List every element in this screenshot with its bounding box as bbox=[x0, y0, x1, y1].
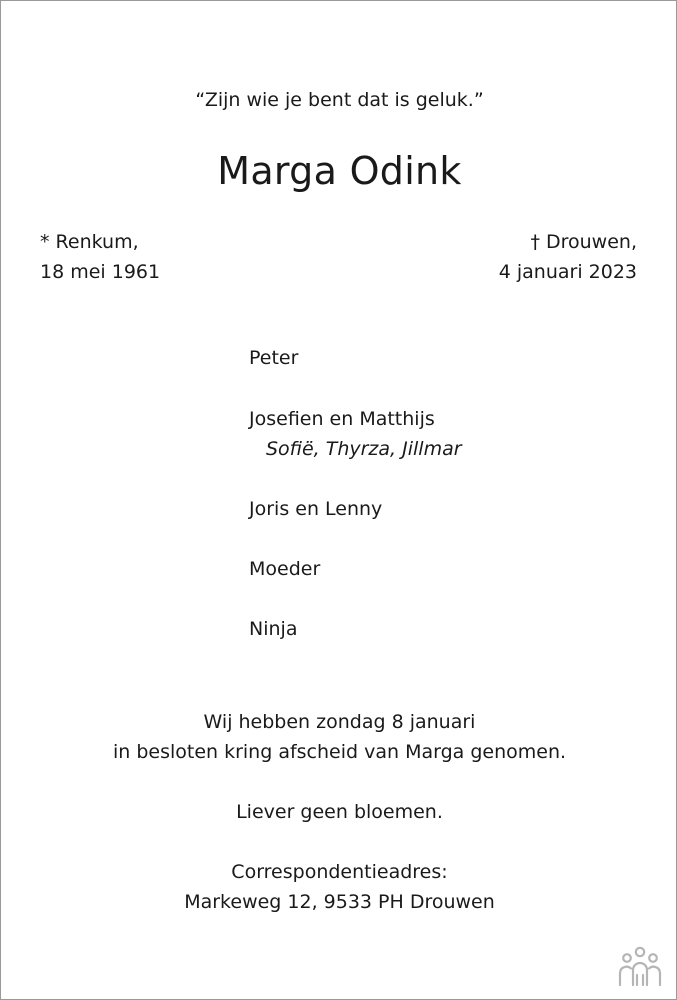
farewell-notice bbox=[1, 707, 677, 767]
death-date: 4 januari 2023 bbox=[498, 261, 637, 283]
family-member: Ninja bbox=[249, 618, 298, 640]
family-member: Josefien en Matthijs bbox=[249, 408, 435, 430]
address-line: Markeweg 12, 9533 PH Drouwen bbox=[184, 891, 495, 913]
correspondence-label: Correspondentieadres: bbox=[231, 861, 448, 883]
birth-date: 18 mei 1961 bbox=[40, 261, 161, 283]
farewell-line: Wij hebben zondag 8 januari bbox=[203, 711, 476, 733]
people-group-icon bbox=[616, 945, 664, 987]
family-member: Moeder bbox=[249, 558, 321, 580]
birth-place: * Renkum, bbox=[40, 231, 139, 253]
farewell-line: in besloten kring afscheid van Marga genomen. bbox=[112, 741, 567, 763]
death-info bbox=[499, 227, 637, 287]
family-member: Peter bbox=[249, 347, 299, 369]
flowers-notice: Liever geen bloemen. bbox=[236, 801, 443, 823]
correspondence-address bbox=[1, 857, 677, 917]
death-place: † Drouwen, bbox=[530, 231, 637, 253]
deceased-name: Marga Odink bbox=[217, 149, 462, 193]
grandchildren-names: Sofië, Thyrza, Jillmar bbox=[266, 438, 462, 460]
birth-info bbox=[40, 227, 160, 287]
family-member: Joris en Lenny bbox=[249, 498, 383, 520]
motto-quote: “Zijn wie je bent dat is geluk.” bbox=[195, 89, 484, 111]
